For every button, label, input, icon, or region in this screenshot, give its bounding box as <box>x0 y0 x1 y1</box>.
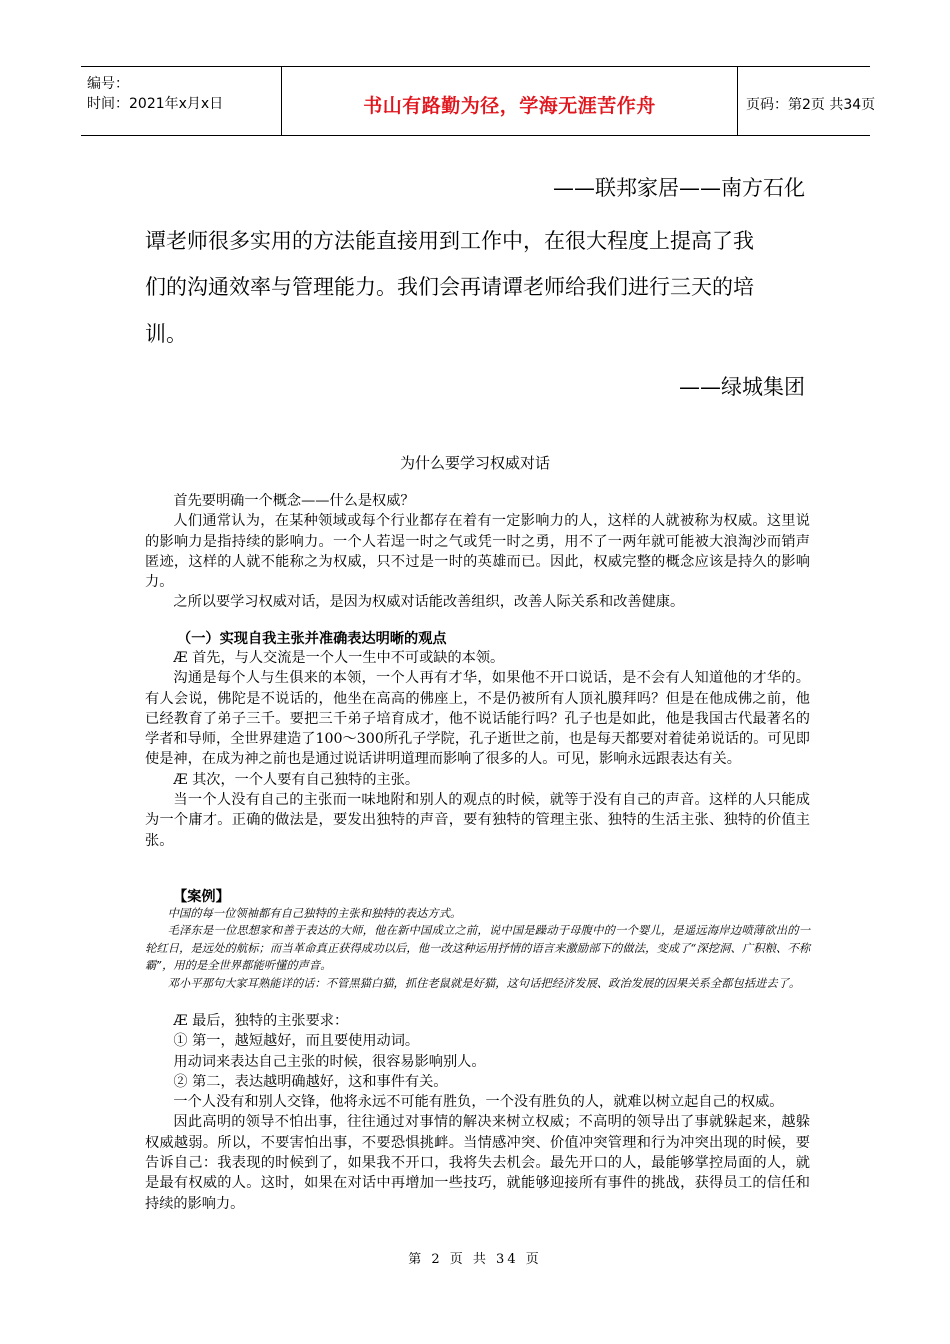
final-paragraph: ② 第二，表达越明确越好，这和事件有关。 <box>173 1073 448 1090</box>
testimonial-line-2: 们的沟通效率与管理能力。我们会再请谭老师给我们进行三天的培 <box>145 275 754 299</box>
header-motto: 书山有路勤为径，学海无涯苦作舟 <box>363 95 656 117</box>
article-title: 为什么要学习权威对话 <box>399 454 550 472</box>
document-time-label: 时间：2021年x月x日 <box>87 96 224 112</box>
final-paragraph: 用动词来表达自己主张的时候，很容易影响别人。 <box>173 1053 486 1070</box>
header-meta <box>87 74 223 114</box>
case-body <box>145 905 810 992</box>
header-page-info: 页码：第2页 共34页 <box>746 97 876 113</box>
section-paragraph: Æ 其次，一个人要有自己独特的主张。 <box>173 771 420 788</box>
case-paragraph: 邓小平那句大家耳熟能详的话：不管黑猫白猫，抓住老鼠就是好猫，这句话把经济发展、政治发展的因果关系全都包括进去了。 <box>167 976 801 990</box>
case-title: 【案例】 <box>173 889 230 905</box>
case-paragraph: 毛泽东是一位思想家和善于表达的大师，他在新中国成立之前，说中国是躁动于母腹中的一个婴儿，是遥远海岸边喷薄欲出的一轮红日，是远处的航标；而当革命真正获得成功以后，他一改这种运用抒情的语言来激励部下的做法，变成了“深挖洞、广积粮、不称霸”，用的是全世界都能听懂的声音。 <box>145 924 810 973</box>
final-paragraph: 一个人没有和别人交锋，他将永远不可能有胜负，一个没有胜负的人，就难以树立起自己的权威。 <box>173 1094 784 1111</box>
intro-paragraph: 首先要明确一个概念——什么是权威？ <box>173 493 415 509</box>
testimonial-signature-1: ——联邦家居——南方石化 <box>553 176 805 200</box>
header-motto-cell <box>281 67 738 135</box>
intro-section <box>145 491 810 613</box>
testimonial-line-3: 训。 <box>145 322 187 346</box>
testimonial-signature-2: ——绿城集团 <box>679 375 805 399</box>
intro-paragraph: 之所以要学习权威对话，是因为权威对话能改善组织，改善人际关系和改善健康。 <box>173 594 685 611</box>
final-paragraph: 因此高明的领导不怕出事，往往通过对事情的解决来树立权威；不高明的领导出了事就躲起来，越躲权威越弱。所以，不要害怕出事，不要恐惧挑衅。当情感冲突、价值冲突管理和行为冲突出现的时候，要告诉自己：我表现的时候到了，如果我不开口，我将失去机会。最先开口的人，最能够掌控局面的人，就是最有权威的人。这时，如果在对话中再增加一些技巧，就能够迎接所有事件的挑战，获得员工的信任和持续的影响力。 <box>145 1114 810 1212</box>
section-title: （一）实现自我主张并准确表达明晰的观点 <box>177 631 447 647</box>
intro-paragraph: 人们通常认为，在某种领域或每个行业都存在着有一定影响力的人，这样的人就被称为权威。这里说的影响力是指持续的影响力。一个人若逞一时之气或凭一时之勇，用不了一两年就可能被大浪淘沙而销声匿迹，这样的人就不能称之为权威，只不过是一时的英雄而已。因此，权威完整的概念应该是持久的影响力。 <box>145 513 810 591</box>
final-paragraph: ① 第一，越短越好，而且要使用动词。 <box>173 1033 420 1050</box>
final-section <box>145 1011 810 1214</box>
testimonial-line-1: 谭老师很多实用的方法能直接用到工作中，在很大程度上提高了我 <box>145 229 754 253</box>
section-paragraph: 当一个人没有自己的主张而一味地附和别人的观点的时候，就等于没有自己的声音。这样的人只能成为一个庸才。正确的做法是，要发出独特的声音，要有独特的管理主张、独特的生活主张、独特的价值主张。 <box>145 792 810 849</box>
page-header <box>81 66 876 136</box>
section-paragraph: Æ 首先，与人交流是一个人一生中不可或缺的本领。 <box>173 650 505 666</box>
final-paragraph: Æ 最后，独特的主张要求： <box>173 1013 349 1029</box>
section-body <box>145 648 810 851</box>
page-footer: 第 2 页 共 34 页 <box>408 1252 542 1267</box>
document-number-label: 编号： <box>87 76 129 92</box>
case-paragraph: 中国的每一位领袖都有自己独特的主张和独特的表达方式。 <box>167 907 462 920</box>
section-paragraph: 沟通是每个人与生俱来的本领，一个人再有才华，如果他不开口说话，是不会有人知道他的才华的。有人会说，佛陀是不说话的，他坐在高高的佛座上，不是仍被所有人顶礼膜拜吗？但是在他成佛之前，他已经教育了弟子三千。要把三千弟子培育成才，他不说话能行吗？孔子也是如此，他是我国古代最著名的学者和导师，全世界建造了100～300所孔子学院，孔子逝世之前，也是每天都要对着徒弟说话的。可见即使是神，在成为神之前也是通过说话讲明道理而影响了很多的人。可见，影响永远跟表达有关。 <box>145 670 810 768</box>
